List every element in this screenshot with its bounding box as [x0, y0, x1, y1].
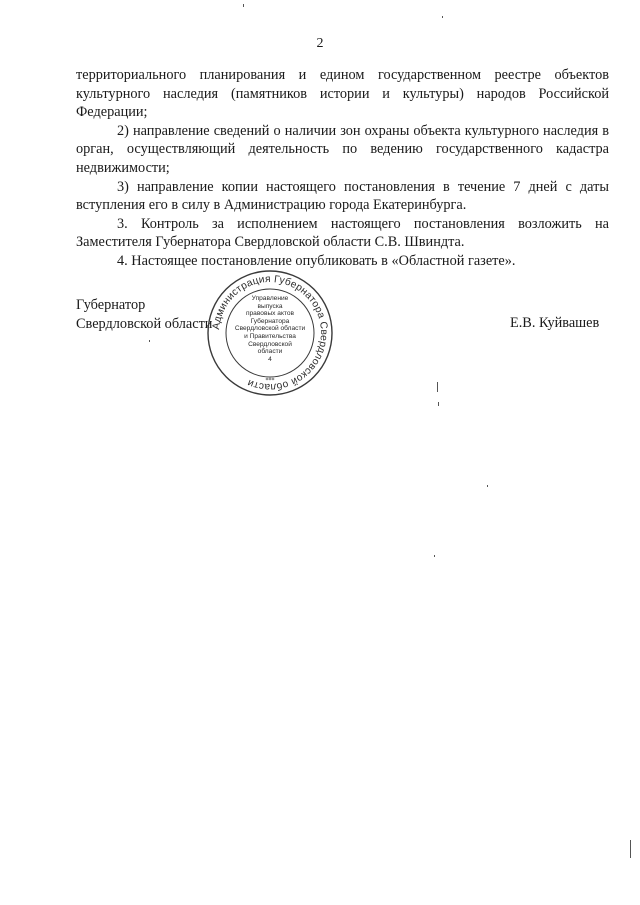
scan-speck — [437, 382, 438, 392]
seal-inner-line: Управление — [251, 295, 289, 302]
scan-speck — [630, 840, 631, 858]
official-seal — [205, 268, 335, 398]
signer-title-line1: Губернатор — [76, 297, 146, 313]
seal-inner-line: Свердловской — [248, 340, 292, 348]
signer-title-line2: Свердловской области — [76, 315, 213, 332]
seal-stars: *** — [265, 377, 275, 384]
scan-speck — [442, 16, 443, 18]
scan-speck — [438, 402, 439, 406]
seal-inner-line: правовых актов — [245, 310, 295, 318]
scan-speck — [149, 340, 150, 342]
seal-inner-line: выпуска — [257, 302, 283, 310]
paragraph-clause-4: 4. Настоящее постановление опубликовать в «Областной газете». — [117, 252, 516, 269]
scan-speck — [487, 485, 488, 487]
scan-speck — [243, 4, 244, 7]
seal-inner-line: Губернатора — [250, 317, 290, 325]
seal-inner-line: Свердловской области — [234, 325, 306, 333]
paragraph-item-3: 3) направление копии настоящего постановления в течение 7 дней с даты вступления его в силу в Администрацию города Екатеринбурга. — [76, 178, 609, 214]
paragraph-continuation: территориального планирования и едином государственном реестре объектов культурного наследия (памятников истории и культуры) народов Российской Федерации; — [76, 67, 609, 121]
seal-inner-line: 4 — [268, 355, 272, 363]
paragraph-item-2: 2) направление сведений о наличии зон охраны объекта культурного наследия в орган, осуществляющий деятельность по ведению государственного кадастра недвижимости; — [76, 122, 609, 176]
seal-inner-line: области — [257, 348, 283, 356]
seal-ring-text: Администрация Губернатора Свердловской области — [211, 273, 330, 393]
seal-inner-text — [223, 295, 317, 363]
signature-block — [76, 296, 212, 333]
document-body — [76, 66, 609, 271]
scan-speck — [434, 555, 435, 557]
paragraph-clause-3: 3. Контроль за исполнением настоящего постановления возложить на Заместителя Губернатора Свердловской области С.В. Швиндта. — [76, 215, 609, 251]
signer-name: Е.В. Куйвашев — [510, 315, 600, 331]
seal-inner-line: и Правительства — [244, 332, 296, 340]
page-number: 2 — [316, 36, 324, 51]
